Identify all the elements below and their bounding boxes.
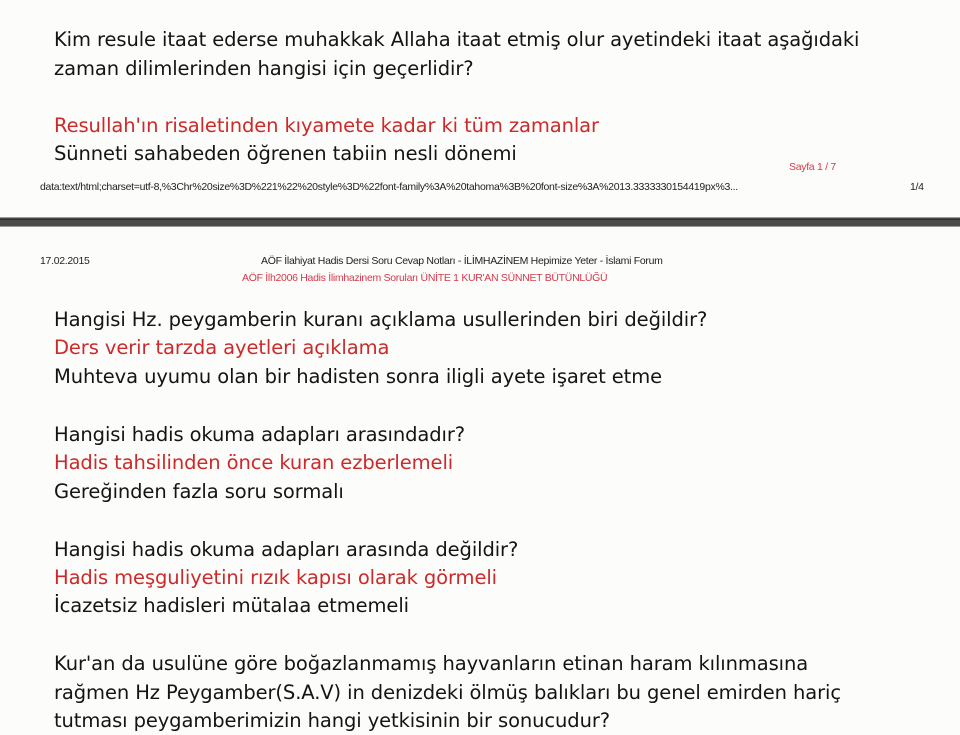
- page-separator: [0, 217, 960, 227]
- question-line: tutması peygamberimizin hangi yetkisinin bir sonucudur?: [54, 709, 611, 732]
- correct-answer: Resullah'ın risaletinden kıyamete kadar ki tüm zamanlar: [54, 114, 599, 137]
- question-line: rağmen Hz Peygamber(S.A.V) in denizdeki ölmüş balıkları bu genel emirden hariç: [54, 681, 841, 704]
- footer-page-number: 1/4: [910, 181, 924, 193]
- header-title: AÖF İlahiyat Hadis Dersi Soru Cevap Notları - İLİMHAZİNEM Hepimize Yeter - İslami Forum: [261, 255, 663, 267]
- correct-answer: Ders verir tarzda ayetleri açıklama: [54, 336, 390, 359]
- other-answer: Gereğinden fazla soru sormalı: [54, 480, 344, 503]
- footer-url: data:text/html;charset=utf-8,%3Chr%20size%3D%221%22%20style%3D%22font-family%3A%20tahoma%3B%20font-size%3A%2013.3333330154419px%3...: [40, 181, 738, 193]
- question-line: Kim resule itaat ederse muhakkak Allaha itaat etmiş olur ayetindeki itaat aşağıdaki: [54, 28, 860, 51]
- document-page-2: [0, 232, 960, 732]
- other-answer: İcazetsiz hadisleri mütalaa etmemeli: [54, 594, 409, 617]
- question-line: Kur'an da usulüne göre boğazlanmamış hayvanların etinan haram kılınmasına: [54, 652, 809, 675]
- correct-answer: Hadis tahsilinden önce kuran ezberlemeli: [54, 451, 454, 474]
- other-answer: Sünneti sahabeden öğrenen tabiin nesli dönemi: [54, 142, 517, 165]
- question-text: Hangisi Hz. peygamberin kuranı açıklama usullerinden biri değildir?: [54, 308, 708, 331]
- question-text: Hangisi hadis okuma adapları arasında değildir?: [54, 538, 519, 561]
- question-text: Hangisi hadis okuma adapları arasındadır?: [54, 423, 466, 446]
- document-page-1: [0, 0, 960, 215]
- correct-answer: Hadis meşguliyetini rızık kapısı olarak görmeli: [54, 566, 497, 589]
- header-subtitle: AÖF İlh2006 Hadis İlimhazinem Soruları ÜNİTE 1 KUR'AN SÜNNET BÜTÜNLÜĞÜ: [242, 272, 608, 284]
- other-answer: Muhteva uyumu olan bir hadisten sonra iligli ayete işaret etme: [54, 365, 663, 388]
- page-indicator: Sayfa 1 / 7: [789, 161, 836, 173]
- question-line: zaman dilimlerinden hangisi için geçerlidir?: [54, 57, 474, 80]
- header-date: 17.02.2015: [40, 255, 90, 267]
